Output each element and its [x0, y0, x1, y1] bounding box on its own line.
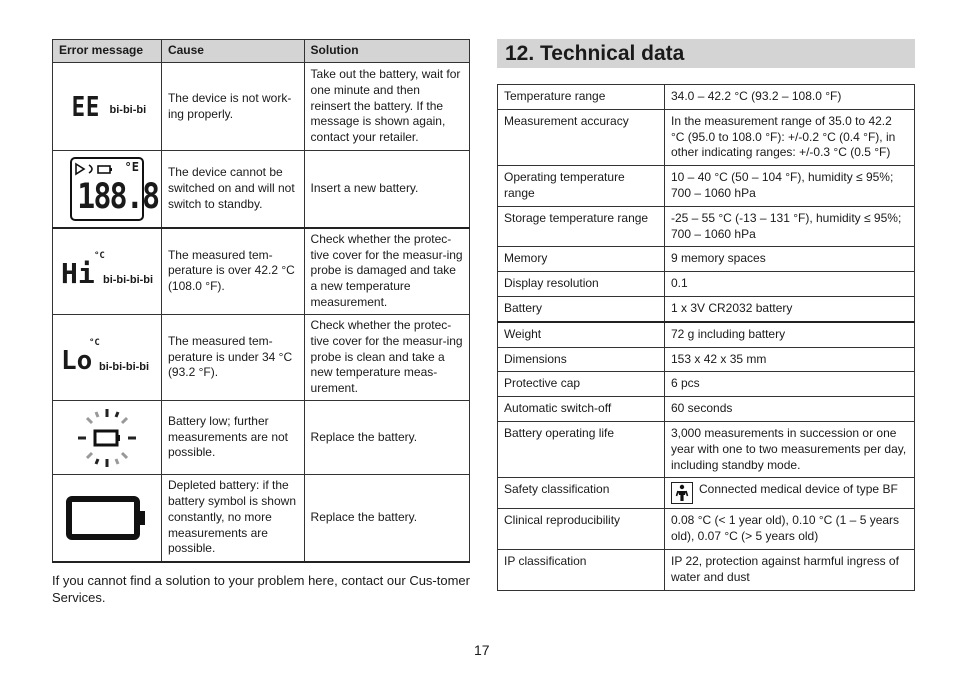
- solution-cell: Replace the battery.: [304, 475, 469, 562]
- spec-value: 153 x 42 x 35 mm: [665, 347, 915, 372]
- spec-value: IP 22, protection against harmful ingress of water and dust: [665, 549, 915, 590]
- error-message-cell: [53, 151, 162, 228]
- spec-label: Battery: [498, 296, 665, 321]
- segment-indicators-icon: [75, 162, 115, 176]
- display-all-segments-icon: °E 188.8: [70, 157, 144, 221]
- spec-value: 3,000 measurements in succession or one year with one to two measurements per day, including standby mode.: [665, 421, 915, 477]
- bf-type-person-icon: [671, 482, 693, 504]
- spec-label: Storage temperature range: [498, 206, 665, 247]
- table-row: [53, 151, 470, 228]
- spec-value: 72 g including battery: [665, 322, 915, 347]
- table-row: [498, 296, 915, 321]
- table-row: [498, 247, 915, 272]
- table-row: [498, 85, 915, 110]
- spec-label: Battery operating life: [498, 421, 665, 477]
- table-row: [498, 109, 915, 165]
- cause-cell: The device cannot be switched on and will not switch to standby.: [161, 151, 304, 228]
- cause-cell: The measured tem-perature is over 42.2 °C (108.0 °F).: [161, 228, 304, 315]
- error-message-cell: [53, 63, 162, 151]
- spec-label: Weight: [498, 322, 665, 347]
- battery-empty-icon: [65, 494, 149, 542]
- spec-label: Measurement accuracy: [498, 109, 665, 165]
- solution-cell: Check whether the protec-tive cover for the measur-ing probe is damaged and take a new temperature measurement.: [304, 228, 469, 315]
- table-row: [498, 478, 915, 509]
- table-row: [498, 549, 915, 590]
- table-row: [53, 475, 470, 562]
- display-lo-icon: °C Lo bi-bi-bi-bi: [60, 337, 150, 376]
- spec-value: 9 memory spaces: [665, 247, 915, 272]
- section-title: 12. Technical data: [497, 39, 915, 68]
- error-message-cell: [53, 475, 162, 562]
- spec-value: Connected medical device of type BF: [699, 482, 898, 497]
- header-cause: Cause: [161, 40, 304, 63]
- error-message-cell: [53, 228, 162, 315]
- spec-label: Clinical reproducibility: [498, 509, 665, 550]
- spec-label: Temperature range: [498, 85, 665, 110]
- solution-cell: Take out the battery, wait for one minute and then reinsert the battery. If the message is shown again, contact your retailer.: [304, 63, 469, 151]
- error-table: [52, 39, 470, 563]
- spec-label: IP classification: [498, 549, 665, 590]
- error-message-cell: [53, 315, 162, 401]
- technical-data-table: [497, 84, 915, 591]
- table-row: [53, 228, 470, 315]
- spec-label: Safety classification: [498, 478, 665, 509]
- spec-value: 0.08 °C (< 1 year old), 0.10 °C (1 – 5 years old), 0.07 °C (> 5 years old): [665, 509, 915, 550]
- battery-low-flashing-icon: [75, 406, 139, 470]
- table-row: [53, 63, 470, 151]
- spec-label: Display resolution: [498, 272, 665, 297]
- spec-value: 0.1: [665, 272, 915, 297]
- error-message-cell: [53, 401, 162, 475]
- spec-label: Memory: [498, 247, 665, 272]
- table-row: [498, 397, 915, 422]
- header-error-message: Error message: [53, 40, 162, 63]
- spec-label: Protective cap: [498, 372, 665, 397]
- cause-cell: The measured tem-perature is under 34 °C (93.2 °F).: [161, 315, 304, 401]
- error-table-header: [53, 40, 470, 63]
- solution-cell: Insert a new battery.: [304, 151, 469, 228]
- table-row: [53, 315, 470, 401]
- table-row: [498, 347, 915, 372]
- cause-cell: Depleted battery: if the battery symbol is shown constantly, no more measurements are possible.: [161, 475, 304, 562]
- table-row: [498, 372, 915, 397]
- header-solution: Solution: [304, 40, 469, 63]
- spec-label: Automatic switch-off: [498, 397, 665, 422]
- table-row: [498, 272, 915, 297]
- table-row: [498, 421, 915, 477]
- spec-value: 1 x 3V CR2032 battery: [665, 296, 915, 321]
- display-hi-icon: °C Hi bi-bi-bi-bi: [60, 251, 154, 291]
- table-row: [498, 322, 915, 347]
- spec-value: 10 – 40 °C (50 – 104 °F), humidity ≤ 95%; 700 – 1060 hPa: [665, 166, 915, 207]
- spec-value: -25 – 55 °C (-13 – 131 °F), humidity ≤ 95%; 700 – 1060 hPa: [665, 206, 915, 247]
- table-row: [498, 166, 915, 207]
- solution-cell: Check whether the protec-tive cover for the measur-ing probe is clean and take a new temperature meas-urement.: [304, 315, 469, 401]
- page-number: 17: [474, 642, 490, 658]
- table-row: [53, 401, 470, 475]
- cause-cell: Battery low; further measurements are not possible.: [161, 401, 304, 475]
- spec-value: In the measurement range of 35.0 to 42.2 °C (95.0 to 108.0 °F): +/-0.2 °C (0.4 °F), in other indicating ranges: +/-0.3 °C (0.5 °F): [665, 109, 915, 165]
- spec-value: 60 seconds: [665, 397, 915, 422]
- customer-service-note: If you cannot find a solution to your problem here, contact our Cus-tomer Services.: [52, 573, 470, 605]
- display-ee-icon: EE bi-bi-bi: [71, 89, 147, 123]
- solution-cell: Replace the battery.: [304, 401, 469, 475]
- table-row: [498, 206, 915, 247]
- spec-value: 6 pcs: [665, 372, 915, 397]
- spec-label: Dimensions: [498, 347, 665, 372]
- spec-value: 34.0 – 42.2 °C (93.2 – 108.0 °F): [665, 85, 915, 110]
- table-row: [498, 509, 915, 550]
- spec-value-cell: [665, 478, 915, 509]
- spec-label: Operating temperature range: [498, 166, 665, 207]
- cause-cell: The device is not work-ing properly.: [161, 63, 304, 151]
